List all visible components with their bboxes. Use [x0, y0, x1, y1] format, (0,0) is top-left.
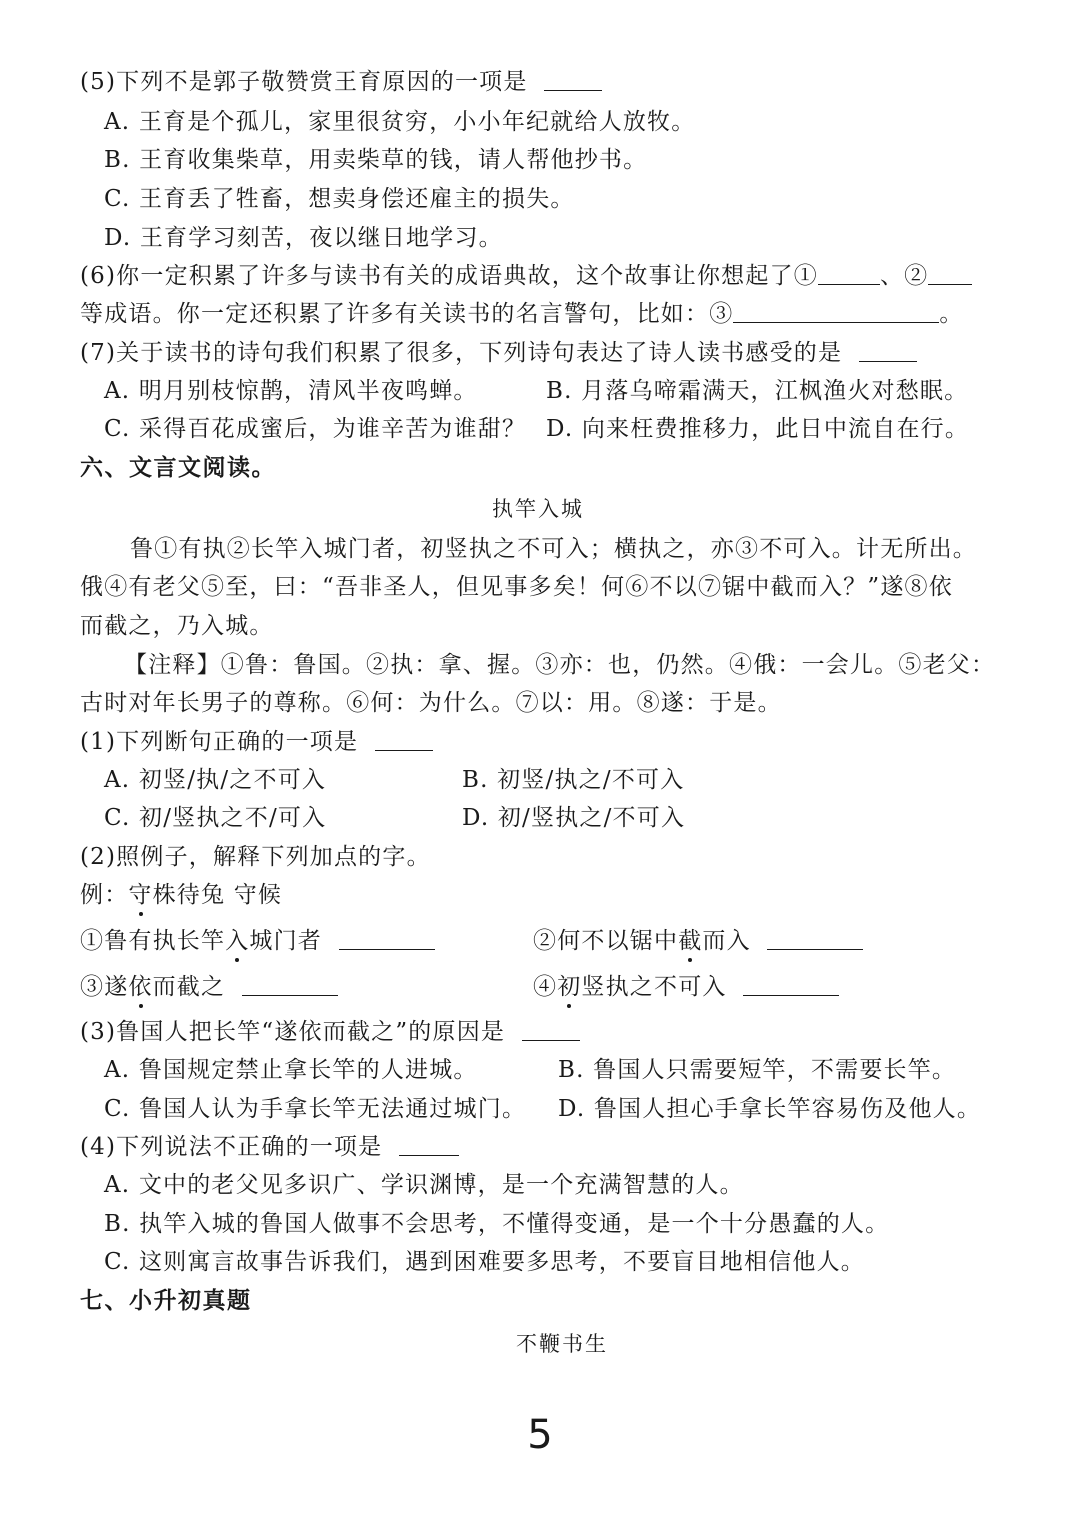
item-text: ④: [533, 974, 558, 1000]
question-7: [80, 338, 917, 368]
answer-blank[interactable]: [522, 1018, 580, 1041]
option-a: A. 明月别枝惊鹊，清风半夜鸣蝉。: [104, 378, 478, 404]
option-c: C. 王育丢了牲畜，想卖身偿还雇主的损失。: [104, 186, 575, 212]
question-stem: (3)鲁国人把长竿“遂依而截之”的原因是: [80, 1019, 506, 1045]
example-line: [80, 880, 282, 910]
example-text: 株待兔 守候: [152, 882, 283, 908]
question-s6-1: [80, 727, 433, 757]
question-7-stem: (7)关于读书的诗句我们积累了很多，下列诗句表达了诗人读书感受的是: [80, 340, 843, 366]
notes-line: 古时对年长男子的尊称。⑥何：为什么。⑦以：用。⑧遂：于是。: [80, 690, 782, 716]
question-stem: (1)下列断句正确的一项是: [80, 729, 359, 755]
item-text: 而入: [702, 928, 751, 954]
page-number: 5: [527, 1412, 553, 1458]
question-6-line-2: [80, 299, 964, 329]
answer-blank[interactable]: [399, 1133, 459, 1156]
explain-item-2: [533, 926, 863, 956]
notes-line: 【注释】①鲁：鲁国。②执：拿、握。③亦：也，仍然。④俄：一会儿。⑤老父：: [124, 652, 996, 678]
option-d: D. 向来枉费推移力，此日中流自在行。: [546, 416, 970, 442]
passage-title: 执竿入城: [492, 497, 584, 521]
section-6-heading: 六、文言文阅读。: [80, 455, 276, 481]
option-d: D. 初/竖执之/不可入: [462, 805, 686, 831]
item-text: 竖执之不可入: [581, 974, 727, 1000]
item-text: 而截之: [152, 974, 226, 1000]
option-c: C. 这则寓言故事告诉我们，遇到困难要多思考，不要盲目地相信他人。: [104, 1249, 866, 1275]
answer-blank[interactable]: [339, 927, 435, 950]
option-d: D. 鲁国人担心手拿长竿容易伤及他人。: [558, 1096, 982, 1122]
option-c: C. 采得百花成蜜后，为谁辛苦为谁甜？: [104, 416, 527, 442]
option-a: A. 文中的老父见多识广、学识渊博，是一个充满智慧的人。: [104, 1172, 744, 1198]
item-text: 城门者: [249, 928, 323, 954]
question-6-text: 。: [939, 301, 964, 327]
answer-blank-1[interactable]: [818, 262, 880, 285]
item-text: ②何不以锯中: [533, 928, 679, 954]
option-d: D. 王育学习刻苦，夜以继日地学习。: [104, 225, 503, 251]
question-s6-2: (2)照例子，解释下列加点的字。: [80, 844, 431, 870]
question-stem: (4)下列说法不正确的一项是: [80, 1134, 383, 1160]
passage-title: 不鞭书生: [516, 1332, 608, 1356]
option-c: C. 鲁国人认为手拿长竿无法通过城门。: [104, 1096, 527, 1122]
question-6-text: 等成语。你一定还积累了许多有关读书的名言警句，比如：③: [80, 301, 734, 327]
option-b: B. 初竖/执之/不可入: [462, 767, 685, 793]
question-5-stem: (5)下列不是郭子敬赞赏王育原因的一项是: [80, 69, 528, 95]
passage-line: 鲁①有执②长竿入城门者，初竖执之不可入；横执之，亦③不可入。计无所出。: [130, 536, 977, 562]
question-s6-3: [80, 1017, 580, 1047]
option-b: B. 月落乌啼霜满天，江枫渔火对愁眠。: [546, 378, 969, 404]
dotted-char: 截: [678, 928, 703, 954]
option-a: A. 鲁国规定禁止拿长竿的人进城。: [104, 1057, 478, 1083]
dotted-char: 入: [225, 928, 250, 954]
answer-blank[interactable]: [242, 973, 338, 996]
explain-item-4: [533, 972, 839, 1002]
question-s6-4: [80, 1132, 459, 1162]
item-text: ③遂: [80, 974, 129, 1000]
answer-blank-2[interactable]: [928, 262, 972, 285]
item-text: ①鲁有执长竿: [80, 928, 226, 954]
option-c: C. 初/竖执之不/可入: [104, 805, 327, 831]
answer-blank[interactable]: [743, 973, 839, 996]
answer-blank[interactable]: [859, 339, 917, 362]
dotted-char: 守: [128, 882, 153, 908]
answer-blank-3[interactable]: [733, 300, 939, 323]
question-6-text: 、②: [879, 263, 929, 289]
option-a: A. 初竖/执/之不可入: [104, 767, 327, 793]
option-b: B. 王育收集柴草，用卖柴草的钱，请人帮他抄书。: [104, 147, 648, 173]
section-7-heading: 七、小升初真题: [80, 1288, 252, 1314]
option-b: B. 鲁国人只需要短竿，不需要长竿。: [558, 1057, 957, 1083]
option-a: A. 王育是个孤儿，家里很贫穷，小小年纪就给人放牧。: [104, 109, 696, 135]
dotted-char: 依: [128, 974, 153, 1000]
dotted-char: 初: [557, 974, 582, 1000]
option-b: B. 执竿入城的鲁国人做事不会思考，不懂得变通，是一个十分愚蠢的人。: [104, 1211, 890, 1237]
question-6-line-1: [80, 261, 972, 291]
explain-item-3: [80, 972, 338, 1002]
example-label: 例：: [80, 882, 129, 908]
passage-line: 而截之，乃入城。: [80, 613, 274, 639]
passage-line: 俄④有老父⑤至，曰：“吾非圣人，但见事多矣！何⑥不以⑦锯中截而入？”遂⑧依: [80, 574, 953, 600]
answer-blank[interactable]: [544, 68, 602, 91]
question-5: [80, 67, 602, 97]
question-6-text: (6)你一定积累了许多与读书有关的成语典故，这个故事让你想起了①: [80, 263, 818, 289]
answer-blank[interactable]: [767, 927, 863, 950]
answer-blank[interactable]: [375, 728, 433, 751]
explain-item-1: [80, 926, 435, 956]
